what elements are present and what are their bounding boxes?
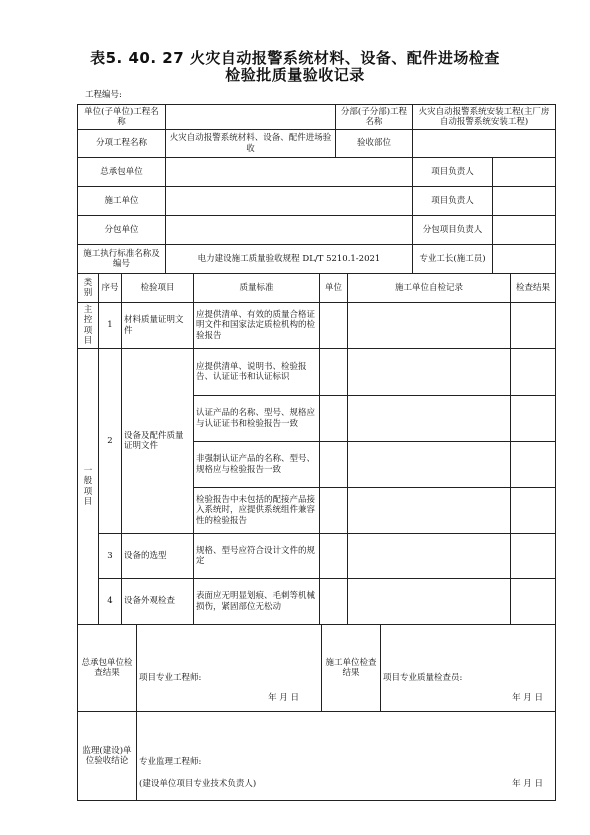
- inspection-items-table: [77, 273, 556, 625]
- inspection-part-value[interactable]: [413, 130, 556, 158]
- cu-date: 年 月 日: [512, 693, 543, 703]
- table-row: [78, 303, 556, 349]
- subcontractor-label: 分包单位: [78, 216, 166, 245]
- general-contractor-label: 总承包单位: [78, 158, 166, 187]
- subitem-value[interactable]: 火灾自动报警系统材料、设备、配件进场验收: [166, 130, 336, 158]
- column-header-row: [78, 274, 556, 303]
- row-standard: 检验报告中未包括的配接产品接入系统时，应提供系统组件兼容性的检验报告: [194, 488, 320, 534]
- row-result[interactable]: [511, 442, 556, 488]
- row-item: 设备及配件质量证明文件: [122, 349, 194, 534]
- col-standard: 质量标准: [194, 274, 320, 303]
- supervision-date: 年 月 日: [512, 779, 543, 789]
- col-item: 检验项目: [122, 274, 194, 303]
- row-unit[interactable]: [320, 579, 348, 625]
- row-result[interactable]: [511, 396, 556, 442]
- sub-project-leader-value[interactable]: [493, 216, 556, 245]
- signature-row-1: [78, 625, 556, 712]
- col-result: 检查结果: [511, 274, 556, 303]
- general-category: 一般项目: [78, 349, 99, 625]
- table-row: [78, 349, 556, 396]
- row-standard: 认证产品的名称、型号、规格应与认证证书和检验报告一致: [194, 396, 320, 442]
- col-seq: 序号: [99, 274, 122, 303]
- gc-signature-cell[interactable]: [137, 625, 322, 712]
- row-standard: 应提供清单、有效的质量合格证明文件和国家法定质检机构的检验报告: [194, 303, 320, 349]
- cu-signature-cell[interactable]: [381, 625, 556, 712]
- general-contractor-value[interactable]: [166, 158, 413, 187]
- row-unit[interactable]: [320, 349, 348, 396]
- row-self-check[interactable]: [348, 534, 511, 579]
- row-result[interactable]: [511, 534, 556, 579]
- cu-inspector-label: 项目专业质量检查员:: [383, 673, 463, 683]
- inspection-part-label: 验收部位: [336, 130, 413, 158]
- row-standard: 表面应无明显划痕、毛刺等机械损伤，紧固部位无松动: [194, 579, 320, 625]
- row-unit[interactable]: [320, 534, 348, 579]
- main-category: 主控项目: [78, 303, 99, 349]
- form-title-line2: 检验批质量验收记录: [225, 66, 365, 84]
- signature-table: [77, 624, 556, 801]
- col-category: 类别: [78, 274, 99, 303]
- supervision-label: 监理(建设)单位验收结论: [78, 712, 137, 801]
- project-leader-label-2: 项目负责人: [413, 187, 493, 216]
- supervision-signature-cell[interactable]: [137, 712, 556, 801]
- supervisor-note: (建设单位项目专业技术负责人): [139, 779, 257, 789]
- row-seq: 4: [99, 579, 122, 625]
- construction-unit-label: 施工单位: [78, 187, 166, 216]
- row-item: 材料质量证明文件: [122, 303, 194, 349]
- project-leader-value-1[interactable]: [493, 158, 556, 187]
- row-seq: 1: [99, 303, 122, 349]
- row-standard: 规格、型号应符合设计文件的规定: [194, 534, 320, 579]
- row-self-check[interactable]: [348, 579, 511, 625]
- row-self-check[interactable]: [348, 488, 511, 534]
- supervisor-label: 专业监理工程师:: [139, 757, 202, 767]
- sub-project-leader-label: 分包项目负责人: [413, 216, 493, 245]
- row-result[interactable]: [511, 349, 556, 396]
- unit-project-label: 单位(子单位)工程名称: [78, 105, 166, 130]
- row-seq: 3: [99, 534, 122, 579]
- standard-label: 施工执行标准名称及编号: [78, 245, 166, 274]
- division-value[interactable]: 火灾自动报警系统安装工程(主厂房自动报警系统安装工程): [413, 105, 556, 130]
- row-seq: 2: [99, 349, 122, 534]
- row-self-check[interactable]: [348, 303, 511, 349]
- col-unit: 单位: [320, 274, 348, 303]
- foreman-value[interactable]: [493, 245, 556, 274]
- form-title-line1: 表5. 40. 27 火灾自动报警系统材料、设备、配件进场检查: [90, 49, 500, 67]
- row-self-check[interactable]: [348, 349, 511, 396]
- row-unit[interactable]: [320, 303, 348, 349]
- division-label: 分部(子分部)工程名称: [336, 105, 413, 130]
- signature-row-2: [78, 712, 556, 801]
- row-self-check[interactable]: [348, 396, 511, 442]
- row-unit[interactable]: [320, 442, 348, 488]
- row-unit[interactable]: [320, 488, 348, 534]
- table-row: [78, 534, 556, 579]
- row-item: 设备外观检查: [122, 579, 194, 625]
- row-unit[interactable]: [320, 396, 348, 442]
- row-item: 设备的选型: [122, 534, 194, 579]
- row-standard: 应提供清单、说明书、检验报告、认证证书和认证标识: [194, 349, 320, 396]
- row-standard: 非强制认证产品的名称、型号、规格应与检验报告一致: [194, 442, 320, 488]
- subcontractor-value[interactable]: [166, 216, 413, 245]
- header-table-2: [77, 157, 556, 274]
- col-self-check: 施工单位自检记录: [348, 274, 511, 303]
- gc-conclusion-label: 总承包单位检查结果: [78, 625, 137, 712]
- row-result[interactable]: [511, 488, 556, 534]
- row-result[interactable]: [511, 303, 556, 349]
- cu-conclusion-label: 施工单位检查结果: [322, 625, 381, 712]
- construction-unit-value[interactable]: [166, 187, 413, 216]
- gc-date: 年 月 日: [268, 693, 299, 703]
- row-self-check[interactable]: [348, 442, 511, 488]
- header-table: [77, 104, 556, 158]
- project-leader-label-1: 项目负责人: [413, 158, 493, 187]
- table-row: [78, 579, 556, 625]
- row-result[interactable]: [511, 579, 556, 625]
- gc-engineer-label: 项目专业工程师:: [139, 673, 202, 683]
- foreman-label: 专业工长(施工员): [413, 245, 493, 274]
- standard-value[interactable]: 电力建设施工质量验收规程 DL/T 5210.1-2021: [166, 245, 413, 274]
- subitem-label: 分项工程名称: [78, 130, 166, 158]
- unit-project-value[interactable]: [166, 105, 336, 130]
- project-no-label: 工程编号:: [85, 90, 122, 100]
- project-leader-value-2[interactable]: [493, 187, 556, 216]
